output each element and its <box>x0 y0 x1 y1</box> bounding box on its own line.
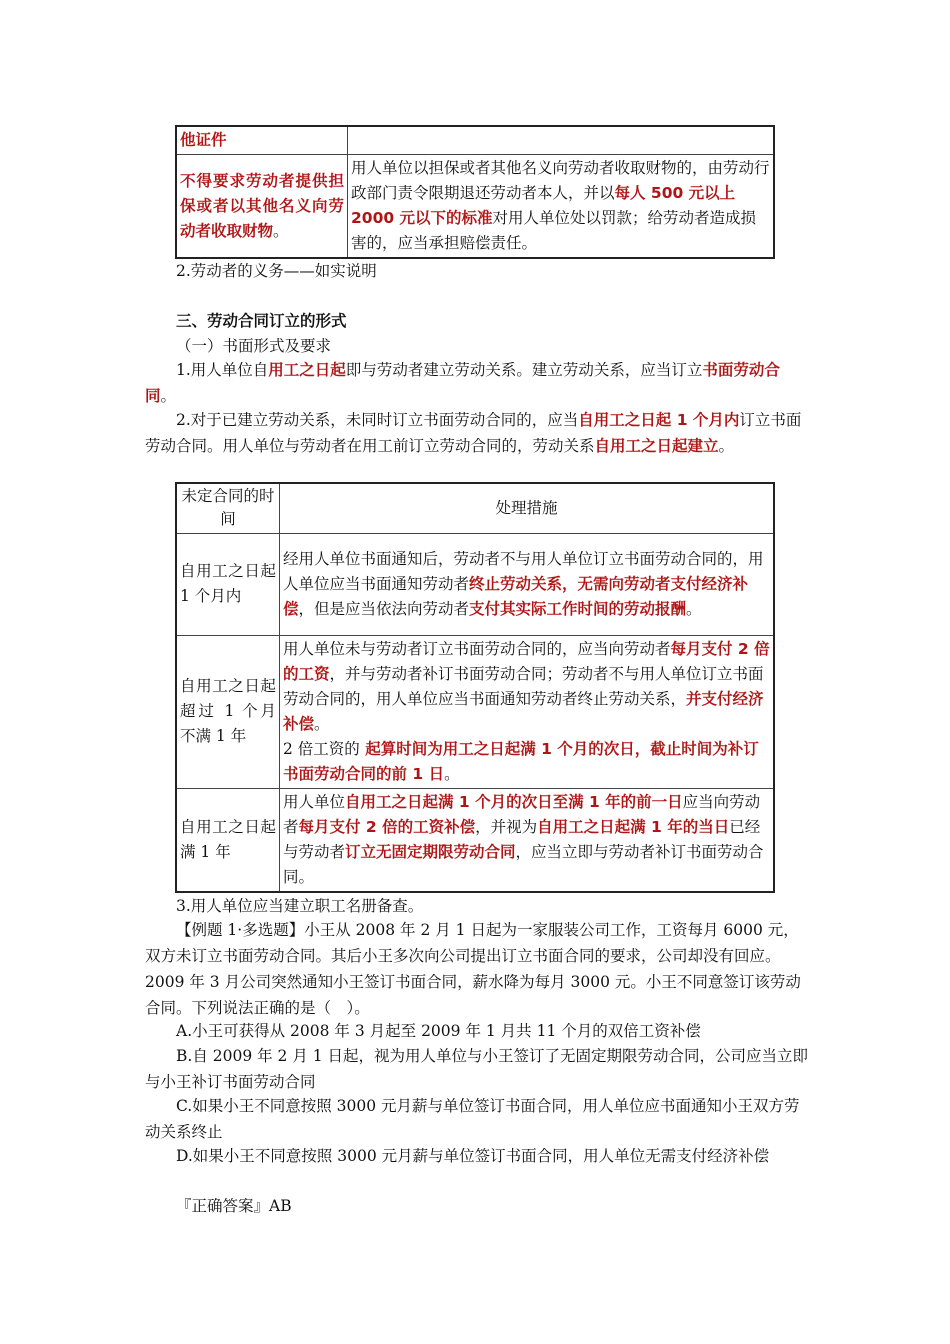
table1-text: 用人单位以担保或者其他名义向劳动者收取财物的，由劳动行政部门责令限期退还劳动者本人，并以 <box>351 159 770 202</box>
row-2-measures <box>280 635 775 788</box>
row-3-measures <box>280 788 775 892</box>
cell-red: 自用工之日起满 1 个月的次日至满 1 年的前一日 <box>345 792 683 811</box>
p2-text: 。 <box>718 437 735 455</box>
row-2-time: 自用工之日起超过 1 个月不满 1 年 <box>176 635 280 788</box>
option-a: A.小王可获得从 2008 年 3 月起至 2009 年 1 月共 11 个月的双倍工资补偿 <box>176 1022 701 1040</box>
row-3-time: 自用工之日起满 1 年 <box>176 788 280 892</box>
cell-red: 订立无固定期限劳动合同 <box>345 842 516 861</box>
cell-text: 。 <box>686 599 702 618</box>
contract-timing-table <box>175 482 775 893</box>
cell-text: 2 倍工资的 <box>283 739 360 758</box>
cell-text: 用人单位 <box>283 792 346 811</box>
paragraph-1 <box>145 357 810 409</box>
p1-text: 。 <box>160 387 177 405</box>
cell-text: 用人单位未与劳动者订立书面劳动合同的，应当向劳动者 <box>283 639 671 658</box>
cell-text: ，并视为 <box>475 817 538 836</box>
paragraph-2 <box>145 407 810 459</box>
cell-red: 每月支付 2 倍的工资 <box>283 639 770 683</box>
p2-red: 自用工之日起 1 个月内 <box>578 411 740 429</box>
cell-text: 。 <box>314 714 330 733</box>
cell-text: ，应当立即与劳动者补订书面劳动合同。 <box>283 842 764 886</box>
header-time: 未定合同的时间 <box>176 483 280 533</box>
option-b: B.自 2009 年 2 月 1 日起，视为用人单位与小王签订了无固定期限劳动合同，公司应当立即与小王补订书面劳动合同 <box>145 1047 809 1091</box>
example-question: 【例题 1·多选题】小王从 2008 年 2 月 1 日起为一家服装公司工作，工资每月 6000 元，双方未订立书面劳动合同。其后小王多次向公司提出订立书面合同的要求，公司却没有回应。2009 年 3 月公司突然通知小王签订书面合同，薪水降为每月 3000 元。小王不同意签订该劳动合同。下列说法正确的是（ ）。 <box>145 921 801 1017</box>
cell-red: 支付其实际工作时间的劳动报酬 <box>469 599 687 618</box>
table1-row2-left: 不得要求劳动者提供担保或者以其他名义向劳动者收取财物 <box>180 171 344 240</box>
row-1-measures <box>280 533 775 635</box>
cell-text: ，但是应当依法向劳动者 <box>298 599 470 618</box>
worker-duty: 2.劳动者的义务——如实说明 <box>176 262 377 280</box>
table1-cell <box>176 155 348 259</box>
table1-cell <box>348 155 775 259</box>
section-title: 三、劳动合同订立的形式 <box>176 312 347 330</box>
option-c: C.如果小王不同意按照 3000 元月薪与单位签订书面合同，用人单位应书面通知小王双方劳动关系终止 <box>145 1097 800 1141</box>
table1-cell <box>176 126 348 155</box>
cell-red: 每月支付 2 倍的工资补偿 <box>298 817 476 836</box>
deposit-rule-table <box>175 125 775 259</box>
cell-red: 自用工之日起满 1 年的当日 <box>537 817 730 836</box>
table1-row1-left: 他证件 <box>180 131 227 149</box>
correct-answer: 『正确答案』AB <box>176 1197 292 1215</box>
cell-text: 经用人单位书面通知后，劳动者不与用人单位订立书面劳动合同的，用人单位应当书面通知劳动者 <box>283 549 764 593</box>
cell-text: 应当向劳动者 <box>283 792 761 836</box>
cell-text: 。 <box>444 764 460 783</box>
p1-red: 书面劳动合同 <box>145 361 780 405</box>
subsection-title: （一）书面形式及要求 <box>176 337 332 355</box>
p2-red: 自用工之日起建立 <box>594 437 719 455</box>
row-1-time: 自用工之日起 1 个月内 <box>176 533 280 635</box>
table1-row2-left-end: 。 <box>273 221 289 240</box>
p1-text: 即与劳动者建立劳动关系。建立劳动关系，应当订立 <box>345 361 703 379</box>
cell-text: ，并与劳动者补订书面劳动合同；劳动者不与用人单位订立书面劳动合同的，用人单位应当书面通知劳动者终止劳动关系， <box>283 664 764 708</box>
p1-text: 1.用人单位自 <box>176 361 269 379</box>
table1-text: 对用人单位处以罚款；给劳动者造成损害的，应当承担赔偿责任。 <box>351 209 757 252</box>
cell-red: 并支付经济补偿 <box>283 689 764 733</box>
paragraph-3: 3.用人单位应当建立职工名册备查。 <box>176 897 424 915</box>
p2-text: 2.对于已建立劳动关系，未同时订立书面劳动合同的，应当 <box>176 411 579 429</box>
option-d: D.如果小王不同意按照 3000 元月薪与单位签订书面合同，用人单位无需支付经济补偿 <box>176 1147 770 1165</box>
header-measures: 处理措施 <box>280 483 775 533</box>
cell-red: 起算时间为用工之日起满 1 个月的次日，截止时间为补订书面劳动合同的前 1 日 <box>283 739 759 783</box>
cell-red: 终止劳动关系，无需向劳动者支付经济补偿 <box>283 574 749 618</box>
cell-text: 已经与劳动者 <box>283 817 761 861</box>
fine-standard: 每人 500 元以上 2000 元以下的标准 <box>351 184 736 227</box>
table1-row1-right <box>348 126 775 155</box>
p2-text: 订立书面劳动合同。用人单位与劳动者在用工前订立劳动合同的，劳动关系 <box>145 411 802 455</box>
p1-red: 用工之日起 <box>268 361 346 379</box>
